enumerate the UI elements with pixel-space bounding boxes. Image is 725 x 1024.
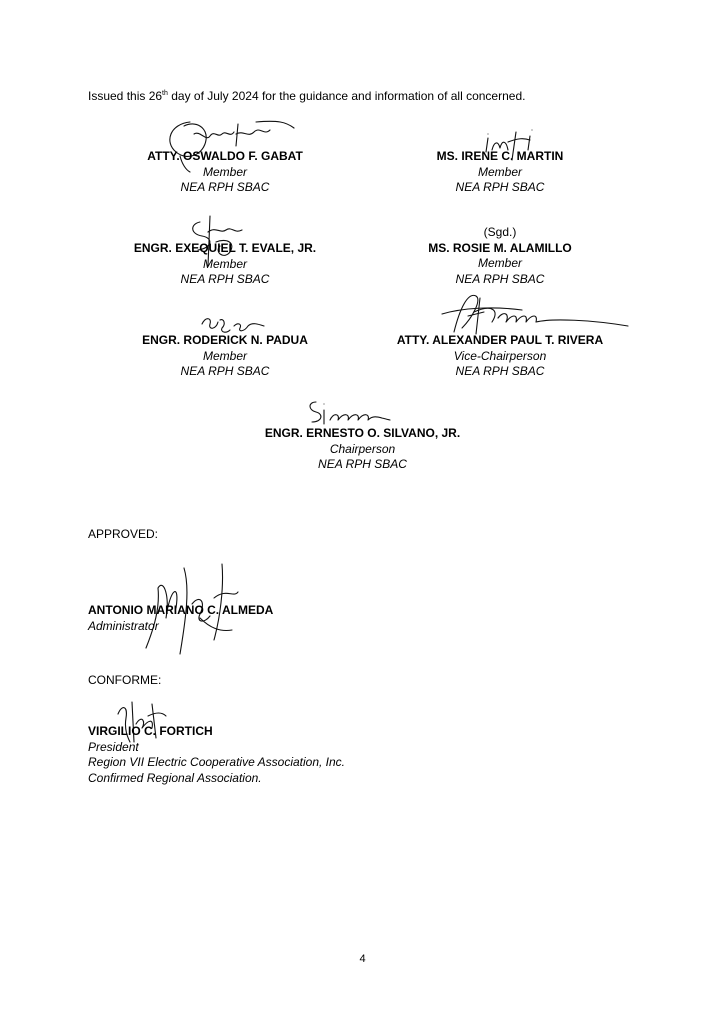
signatory-role: Member (477, 164, 522, 179)
signatory-name: ENGR. RODERICK N. PADUA (142, 333, 308, 347)
issued-ordinal-suffix: th (162, 90, 168, 97)
conforme-name: VIRGILIO C. FORTICH (88, 724, 213, 738)
issued-prefix: Issued this 26 (88, 89, 163, 103)
conforme-signatory (88, 724, 345, 786)
signatory-padua (110, 333, 340, 380)
signatory-role: Member (202, 256, 247, 271)
signatory-gabat (110, 149, 340, 196)
signatory-role: Member (477, 256, 522, 270)
approver-role: Administrator (88, 618, 159, 633)
signatory-role: Member (202, 348, 247, 363)
signatory-name: ENGR. EXEQUIEL T. EVALE, JR. (133, 241, 317, 255)
conforme-org-line1: Region VII Electric Cooperative Association, Inc. (88, 755, 346, 769)
signatory-role: Member (202, 164, 247, 179)
signatory-name: ATTY. OSWALDO F. GABAT (147, 149, 303, 163)
signatory-org: NEA RPH SBAC (455, 364, 545, 378)
signatory-name: ATTY. ALEXANDER PAUL T. RIVERA (396, 333, 604, 347)
signatory-role: Vice-Chairperson (453, 348, 547, 363)
issued-rest: day of July 2024 for the guidance and information of all concerned. (167, 89, 526, 103)
signatory-org: NEA RPH SBAC (180, 180, 270, 194)
signatory-alamillo (385, 225, 615, 287)
signatory-rivera (370, 333, 630, 380)
page-number: 4 (359, 953, 366, 965)
signatory-name: ENGR. ERNESTO O. SILVANO, JR. (264, 426, 461, 440)
signatory-org: NEA RPH SBAC (318, 457, 407, 471)
signatory-evale (110, 241, 340, 288)
conforme-org-line2: Confirmed Regional Association. (88, 770, 262, 785)
signatory-org: NEA RPH SBAC (455, 271, 545, 286)
signatory-org: NEA RPH SBAC (455, 180, 545, 194)
signatory-role: Chairperson (329, 441, 396, 456)
signatory-silvano (230, 426, 495, 473)
signed-note: (Sgd.) (483, 225, 517, 239)
signatory-org: NEA RPH SBAC (180, 364, 270, 378)
approver-name: ANTONIO MARIANO C. ALMEDA (88, 603, 274, 617)
conforme-role: President (88, 739, 139, 754)
signatory-martin (385, 149, 615, 196)
conforme-label: CONFORME: (88, 673, 162, 687)
signatory-name: MS. ROSIE M. ALAMILLO (428, 240, 572, 255)
approved-signatory (88, 603, 273, 634)
signatory-name: MS. IRENE C. MARTIN (436, 149, 564, 163)
signatory-org: NEA RPH SBAC (180, 272, 270, 286)
issued-statement (88, 89, 525, 103)
approved-label: APPROVED: (88, 527, 159, 541)
